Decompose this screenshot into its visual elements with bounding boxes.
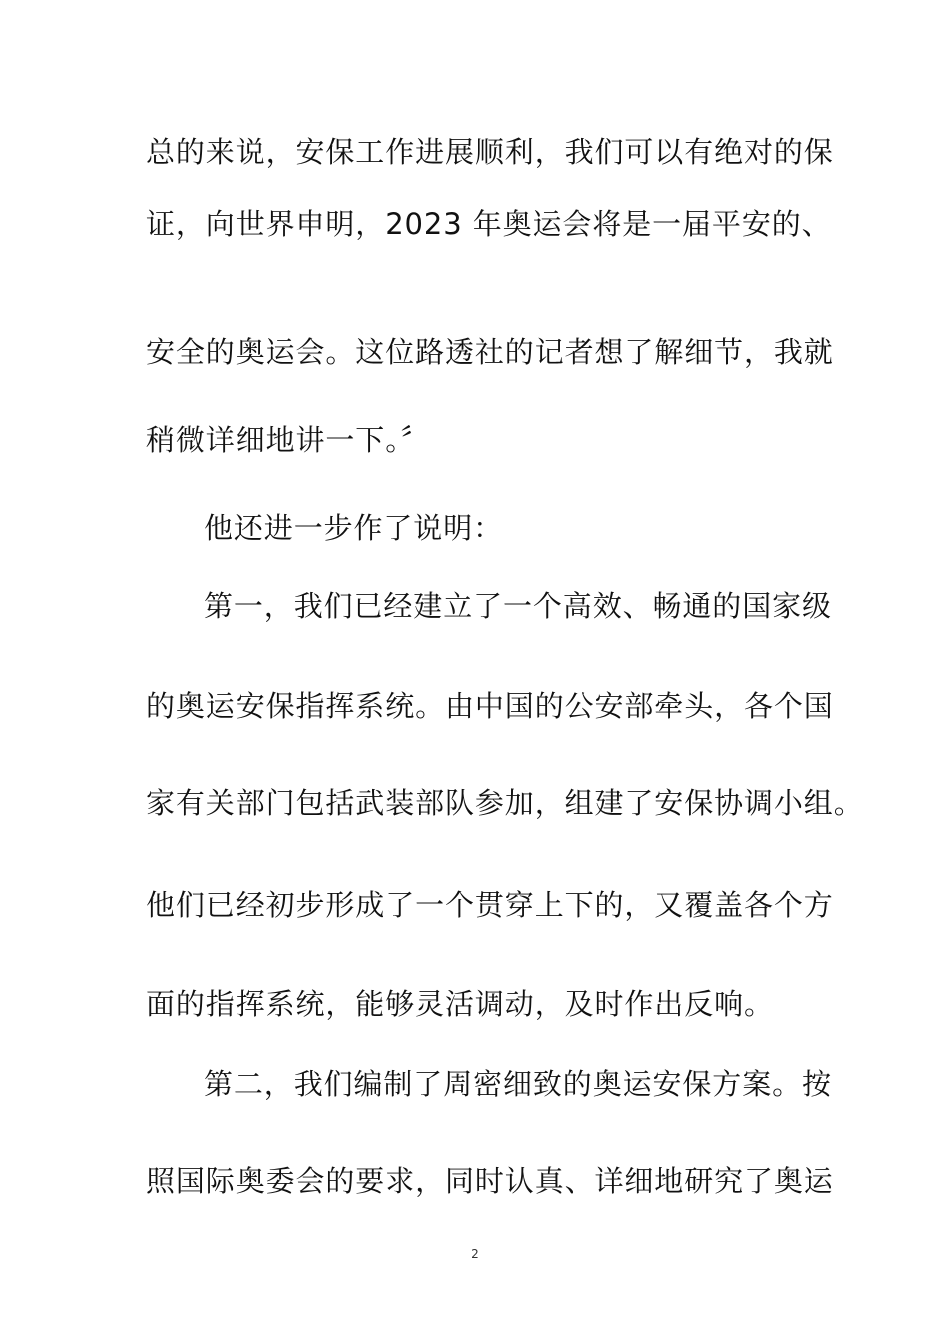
paragraph-first-line: 第一，我们已经建立了一个高效、畅通的国家级 [204,589,832,623]
body-text-line: 安全的奥运会。这位路透社的记者想了解细节，我就 [146,335,834,369]
body-text-line: 家有关部门包括武装部队参加，组建了安保协调小组。 [146,786,864,820]
body-text-line: 证，向世界申明，2023 年奥运会将是一届平安的、 [146,207,832,241]
body-text-line: 的奥运安保指挥系统。由中国的公安部牵头，各个国 [146,689,834,723]
page-number: 2 [471,1247,479,1261]
paragraph-first-line: 第二，我们编制了周密细致的奥运安保方案。按 [204,1067,832,1101]
body-text-line: 照国际奥委会的要求，同时认真、详细地研究了奥运 [146,1164,834,1198]
body-text-line: 他们已经初步形成了一个贯穿上下的，又覆盖各个方 [146,888,834,922]
body-text-line: 稍微详细地讲一下。〞 [146,423,431,457]
paragraph-first-line: 他还进一步作了说明： [204,511,504,545]
body-text-line: 面的指挥系统，能够灵活调动，及时作出反响。 [146,987,774,1021]
body-text-line: 总的来说，安保工作进展顺利，我们可以有绝对的保 [146,135,834,169]
